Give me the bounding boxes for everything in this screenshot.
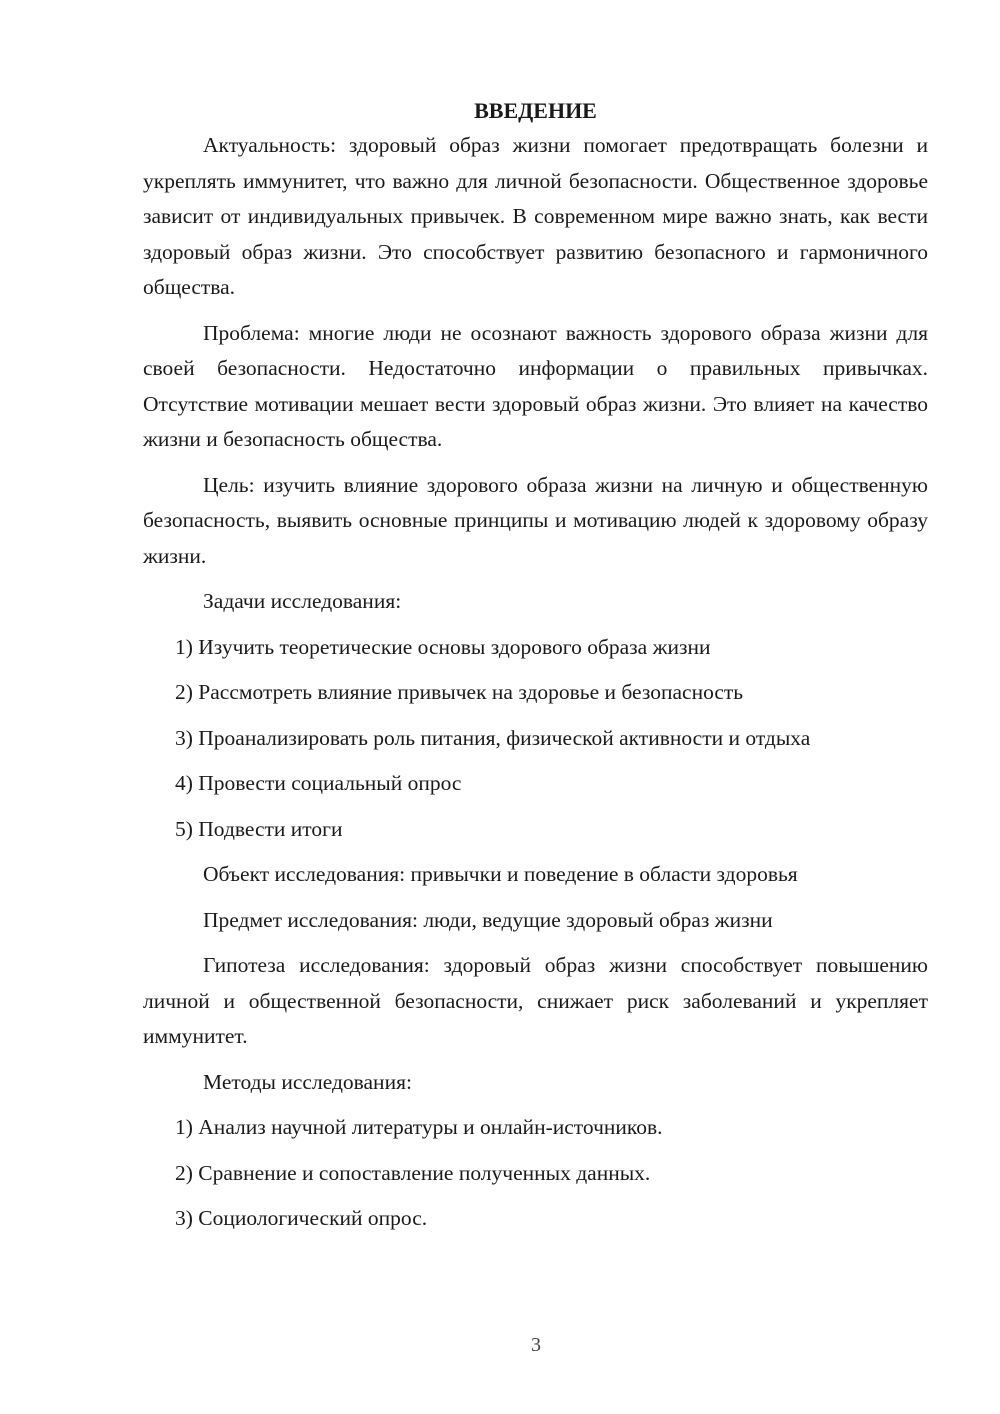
methods-heading: Методы исследования: (203, 1069, 412, 1094)
task-item: 1) Изучить теоретические основы здорового образа жизни (175, 634, 711, 659)
method-item: 2) Сравнение и сопоставление полученных данных. (175, 1160, 651, 1185)
method-item: 3) Социологический опрос. (175, 1206, 428, 1230)
task-item: 2) Рассмотреть влияние привычек на здоровье и безопасность (175, 680, 744, 704)
section-title: ВВЕДЕНИЕ (474, 98, 597, 123)
task-item: 5) Подвести итоги (175, 816, 343, 841)
document-page (143, 94, 928, 1237)
hypothesis-paragraph: Гипотеза исследования: здоровый образ жизни способствует повышению личной и общественной безопасности, снижает риск заболеваний и укрепляет иммунитет. (143, 953, 928, 1048)
subject-line: Предмет исследования: люди, ведущие здоровый образ жизни (203, 907, 773, 932)
page-number: 3 (531, 1334, 541, 1356)
relevance-paragraph: Актуальность: здоровый образ жизни помогает предотвращать болезни и укреплять иммунитет, что важно для личной безопасности. Общественное здоровье зависит от индивидуальных привычек. В современном мире важно знать, как вести здоровый образ жизни. Это способствует развитию безопасного и гармоничного общества. (143, 133, 928, 299)
tasks-heading: Задачи исследования: (203, 589, 402, 613)
task-item: 4) Провести социальный опрос (175, 771, 462, 795)
goal-paragraph: Цель: изучить влияние здорового образа жизни на личную и общественную безопасность, выявить основные принципы и мотивацию людей к здоровому образу жизни. (143, 472, 928, 568)
method-item: 1) Анализ научной литературы и онлайн-источников. (175, 1115, 663, 1139)
problem-paragraph: Проблема: многие люди не осознают важность здорового образа жизни для своей безопасности. Недостаточно информации о правильных привычках. Отсутствие мотивации мешает вести здоровый образ жизни. Это влияет на качество жизни и безопасность общества. (143, 320, 928, 451)
task-item: 3) Проанализировать роль питания, физической активности и отдыха (175, 725, 811, 750)
object-line: Объект исследования: привычки и поведение в области здоровья (203, 862, 798, 886)
